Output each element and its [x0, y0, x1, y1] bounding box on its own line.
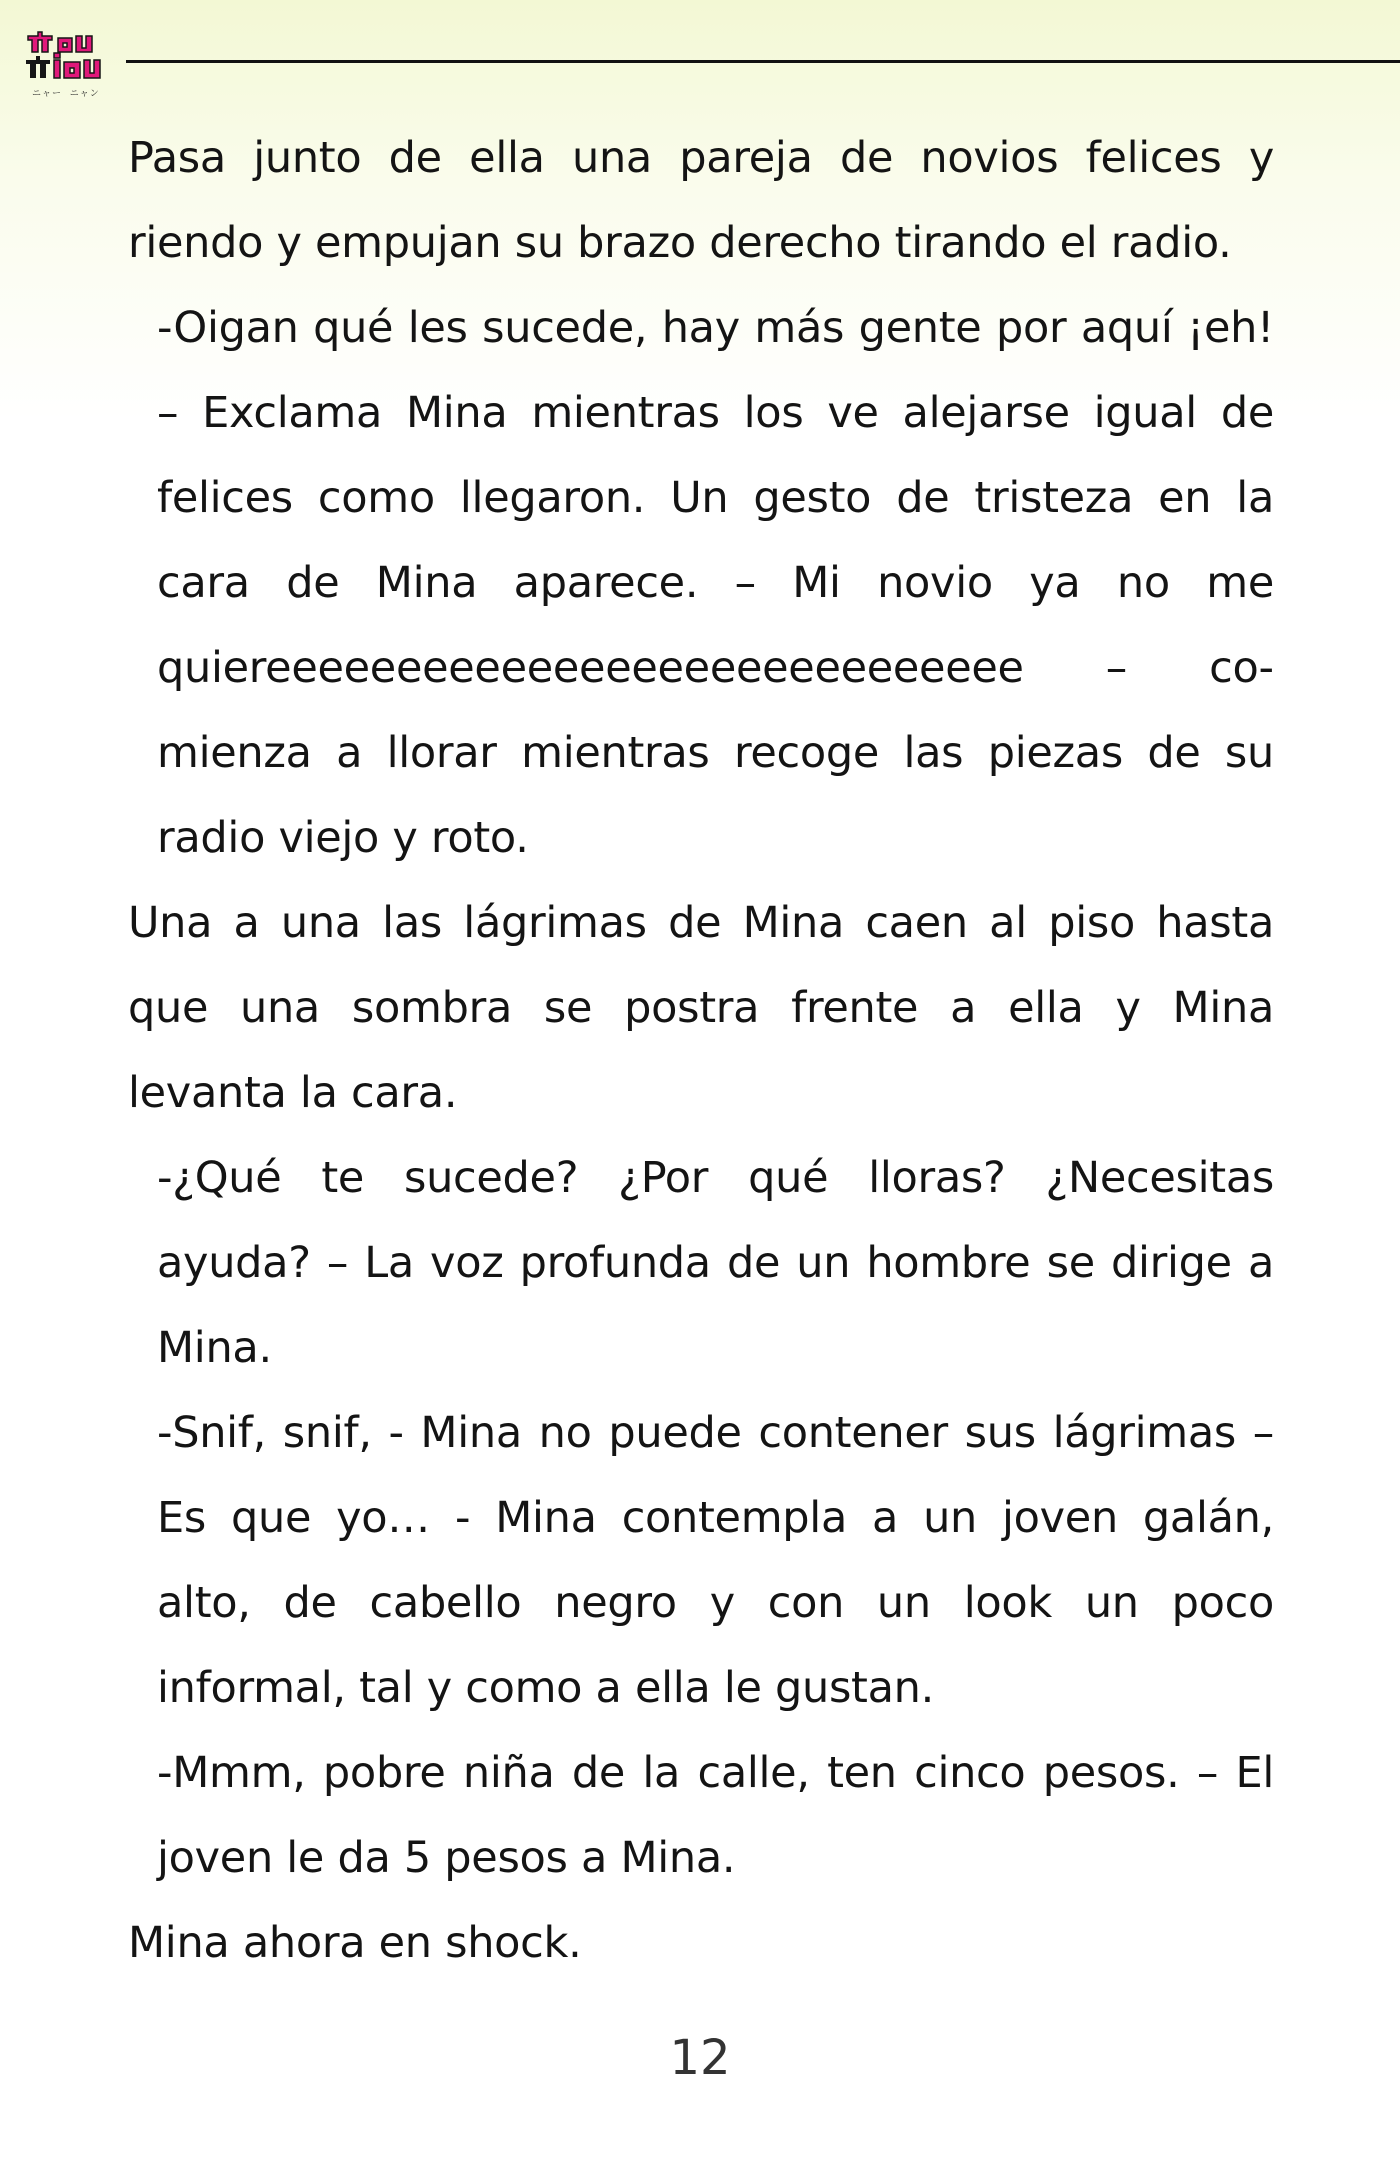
- paragraph-dialogue: -Snif, snif, - Mina no puede contener sus lágrimas – Es que yo… - Mina contempla a un joven galán, alto, de cabello negro y con un look un poco informal, tal y como a ella le gustan.: [157, 1408, 1274, 1713]
- mau-miau-logo: [22, 22, 132, 100]
- page-body: [128, 116, 1274, 1986]
- paragraph-narration: Mina ahora en shock.: [128, 1918, 582, 1968]
- paragraph-dialogue: -¿Qué te sucede? ¿Por qué lloras? ¿Necesitas ayuda? – La voz profunda de un hombre se dirige a Mina.: [157, 1153, 1274, 1373]
- paragraph-dialogue: -Mmm, pobre niña de la calle, ten cinco pesos. – El joven le da 5 pesos a Mina.: [157, 1748, 1274, 1883]
- page-number: 12: [669, 2030, 731, 2086]
- paragraph-dialogue: -Oigan qué les sucede, hay más gente por aquí ¡eh! – Exclama Mina mientras los ve alejarse igual de felices como llegaron. Un gesto de tristeza en la cara de Mina aparece. – Mi novio ya no me quiereeeeeeeeeeeeeeeeeeeeeeeeeeeee – comienza a llorar mientras recoge las piezas de su radio viejo y roto.: [157, 303, 1274, 863]
- header-rule: [126, 60, 1400, 63]
- logo-subtext: ニャー ニャン: [32, 89, 100, 99]
- page-header: [0, 0, 1400, 110]
- paragraph-narration: Pasa junto de ella una pareja de novios felices y riendo y empujan su brazo derecho tirando el radio.: [128, 133, 1274, 268]
- paragraph-narration: Una a una las lágrimas de Mina caen al piso hasta que una sombra se postra frente a ella y Mina levanta la cara.: [128, 898, 1274, 1118]
